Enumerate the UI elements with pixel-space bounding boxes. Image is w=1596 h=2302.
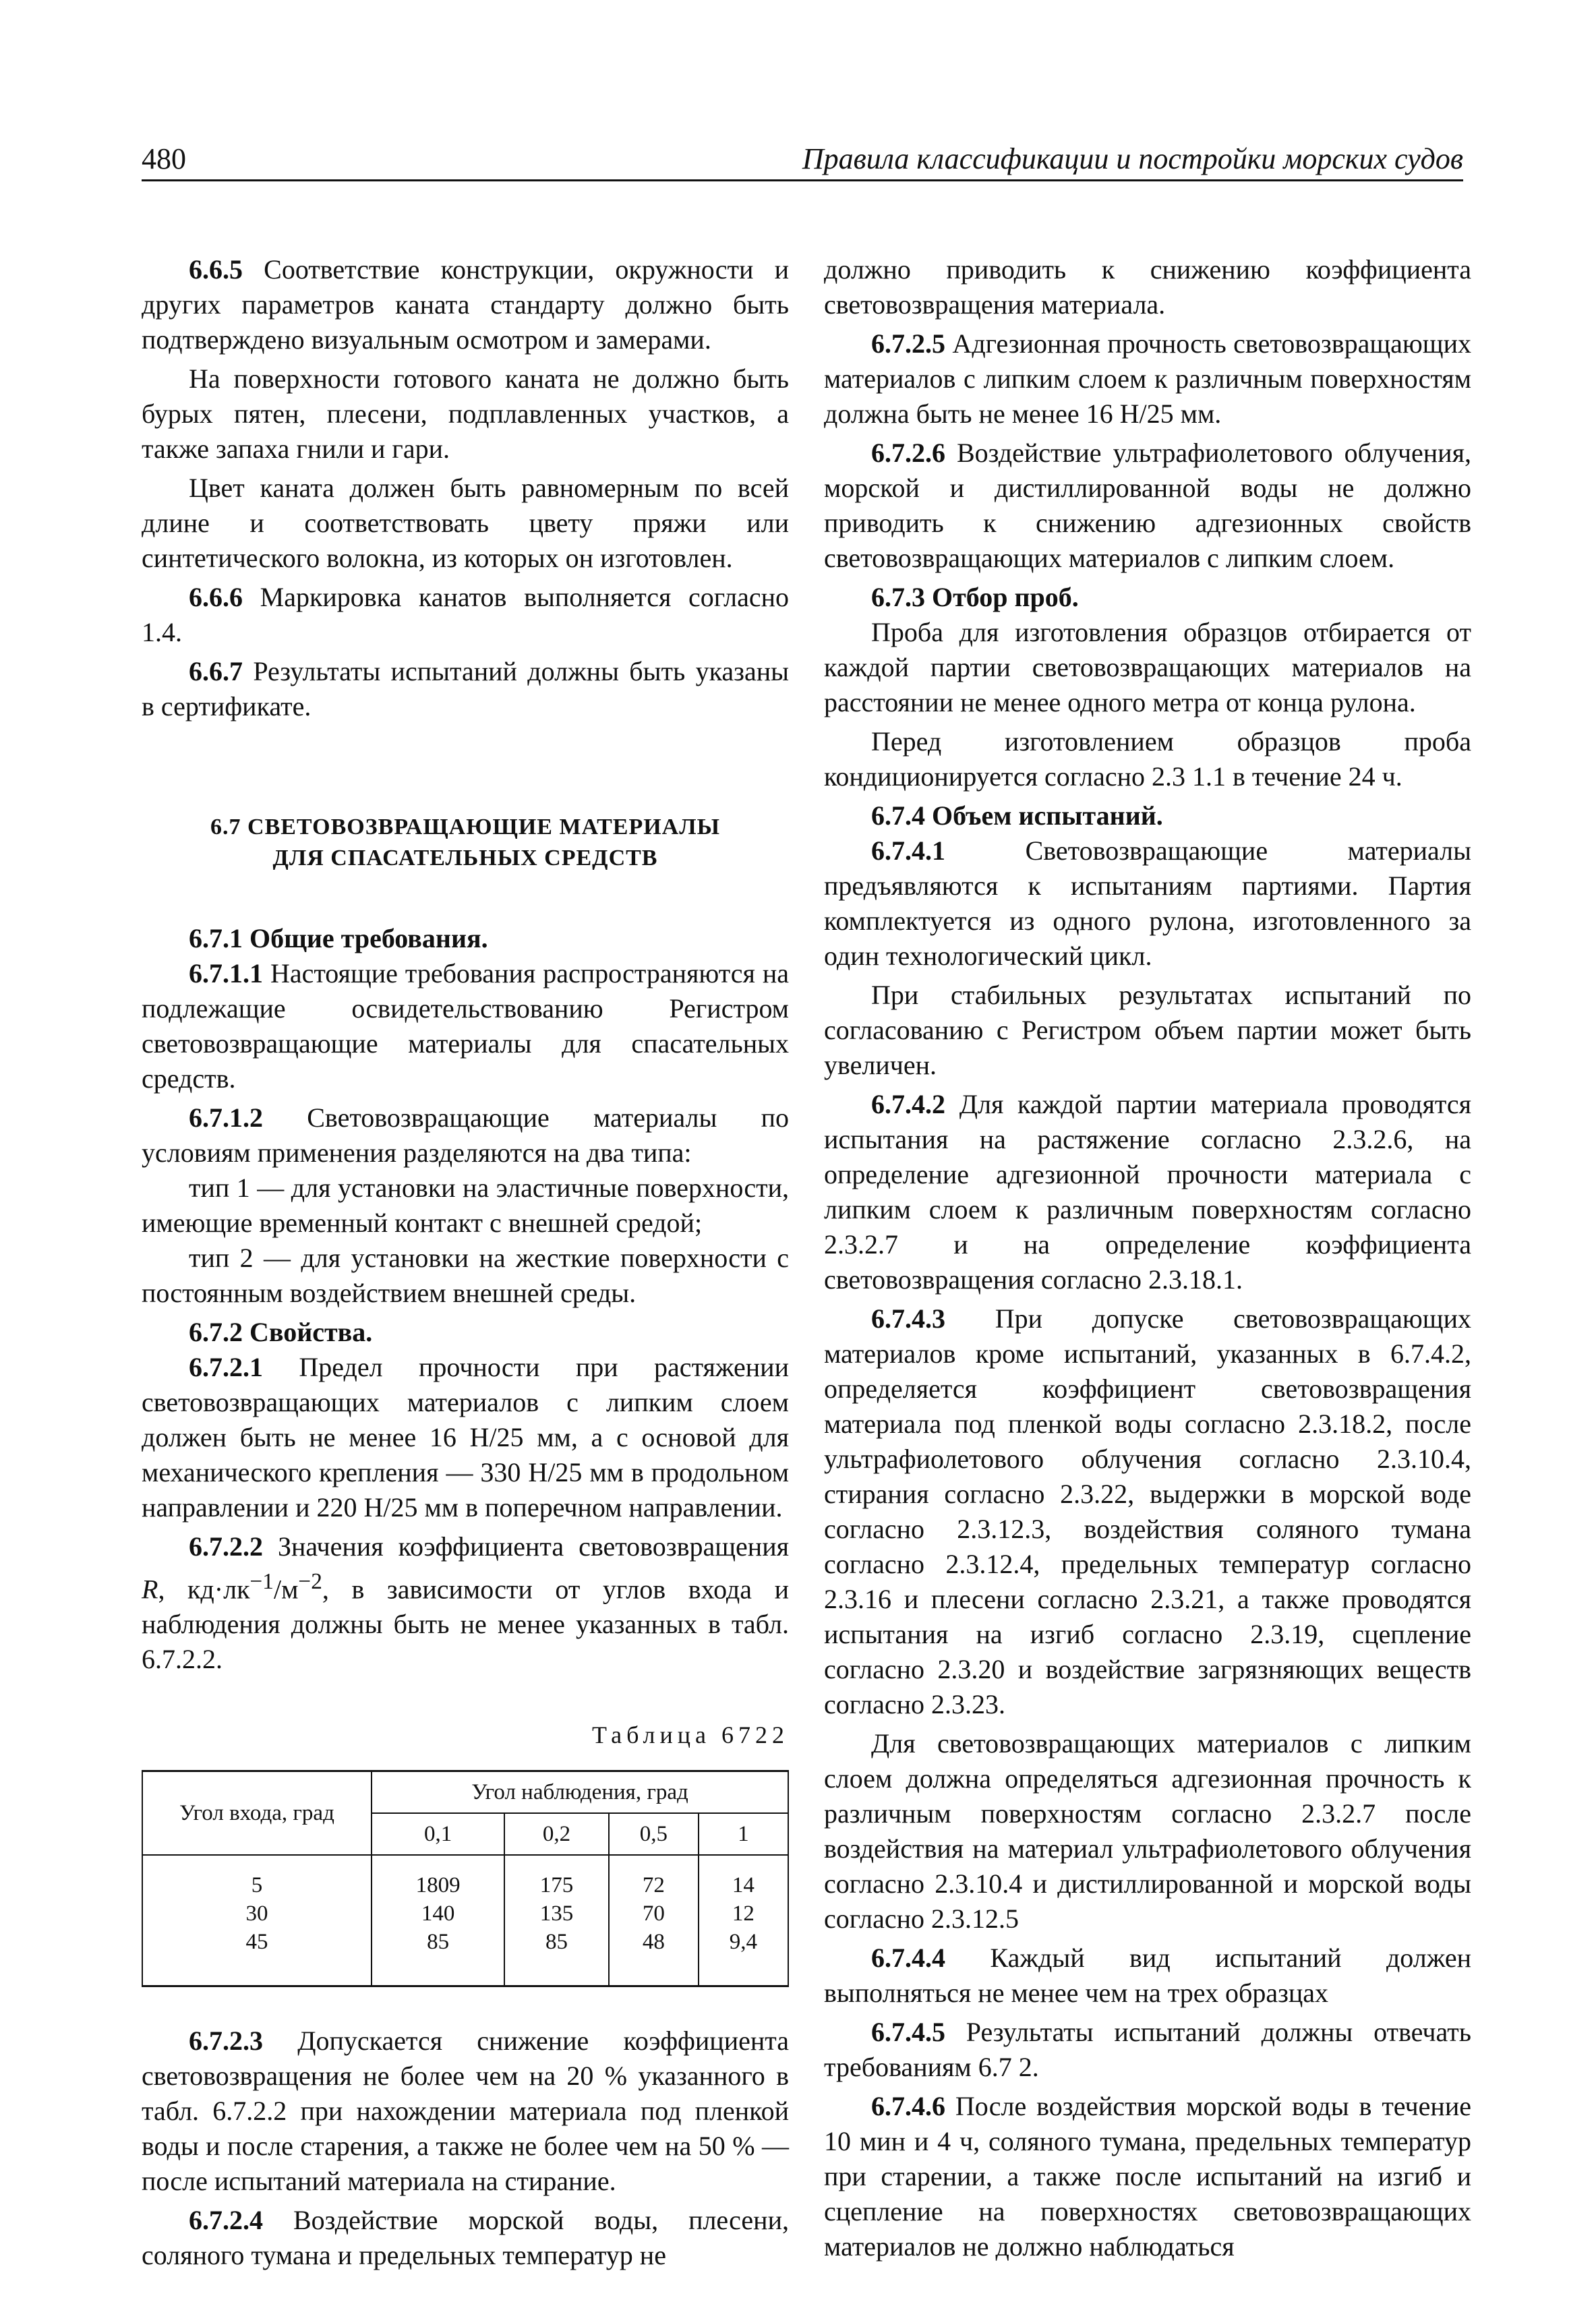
section-title-line: ДЛЯ СПАСАТЕЛЬНЫХ СРЕДСТВ — [272, 846, 658, 870]
paragraph: Для световозвращающих материалов с липким слоем должна определяться адгезионная прочность к различным поверхностям согласно 2.3.2.7 после воздействия на материал ультрафиолетового облучения согласно 2.3.10.4 и дистиллированной и морской воды согласно 2.3.12.5 — [824, 1728, 1471, 1934]
clause-text: Допускается снижение коэффициента световозвращения не более чем на 20 % указанного в табл. 6.7.2.2 при нахождении материала под пленкой воды и после старения, а также не более чем на 50 % — после испытаний материала на стирание. — [142, 2026, 789, 2197]
clause-text: Маркировка канатов выполняется согласно 1.4. — [142, 582, 789, 647]
clause-number: 6.7.2.5 — [871, 328, 945, 359]
right-column — [824, 252, 1471, 2264]
paragraph-6-7-4-5 — [824, 2015, 1471, 2085]
paragraph-6-7-4-3 — [824, 1301, 1471, 1722]
clause-text: Настоящие требования распространяются на подлежащие освидетельствованию Регистром световозвращающие материалы для спасательных средств. — [142, 958, 789, 1094]
value-cell: 48 — [609, 1927, 699, 1986]
clause-text: Воздействие морской воды, плесени, соляного тумана и предельных температур не — [142, 2205, 789, 2271]
clause-text: После воздействия морской воды в течение 10 мин и 4 ч, соляного тумана, предельных температур при старении, а также после испытаний на изгиб и сцепление на поверхностях световозвращающих материалов не должно наблюдаться — [824, 2091, 1471, 2262]
clause-text: Световозвращающие материалы по условиям применения разделяются на два типа: — [142, 1102, 789, 1168]
table-row — [142, 1899, 788, 1927]
clause-number: 6.7.4.1 — [871, 835, 945, 866]
retroreflection-table — [142, 1770, 789, 1987]
value-cell: 85 — [504, 1927, 608, 1986]
clause-number: 6.7.4.4 — [871, 1943, 945, 1973]
paragraph-6-6-7 — [142, 654, 789, 724]
value-cell: 140 — [372, 1899, 504, 1927]
obs-angle-cell: 0,1 — [372, 1813, 504, 1855]
left-column — [142, 252, 789, 2273]
obs-angle-cell: 0,2 — [504, 1813, 608, 1855]
paragraph: Перед изготовлением образцов проба кондиционируется согласно 2.3 1.1 в течение 24 ч. — [824, 726, 1471, 792]
subheading-6-7-2: 6.7.2 Свойства. — [189, 1317, 373, 1347]
paragraph-6-7-2-4 — [142, 2203, 789, 2273]
clause-number: 6.6.6 — [189, 582, 243, 612]
paragraph-6-7-2-3 — [142, 2024, 789, 2199]
paragraph: При стабильных результатах испытаний по согласованию с Регистром объем партии может быть увеличен. — [824, 980, 1471, 1080]
paragraph-6-7-2-6 — [824, 436, 1471, 576]
value-cell: 135 — [504, 1899, 608, 1927]
observation-angle-header: Угол наблюдения, град — [372, 1771, 788, 1814]
clause-number: 6.7.4.5 — [871, 2017, 945, 2047]
paragraph-6-6-6 — [142, 580, 789, 650]
value-cell: 9,4 — [699, 1927, 788, 1986]
page-number: 480 — [142, 142, 186, 175]
obs-angle-cell: 0,5 — [609, 1813, 699, 1855]
clause-number: 6.7.4.2 — [871, 1089, 945, 1119]
entry-angle-cell: 45 — [142, 1927, 372, 1986]
coefficient-symbol: R — [142, 1574, 158, 1605]
subheading-6-7-1: 6.7.1 Общие требования. — [189, 923, 488, 953]
paragraph-6-7-4-2 — [824, 1087, 1471, 1297]
clause-number: 6.7.1.2 — [189, 1102, 263, 1133]
clause-text: , в зависимости от углов входа и наблюдения должны быть не менее указанных в табл. 6.7.2.2. — [142, 1574, 789, 1675]
paragraph-6-6-5 — [142, 252, 789, 357]
clause-number: 6.7.2.4 — [189, 2205, 263, 2236]
paragraph-6-7-4-4 — [824, 1941, 1471, 2011]
entry-angle-header: Угол входа, град — [142, 1771, 372, 1856]
table-row — [142, 1927, 788, 1986]
clause-number: 6.7.2.1 — [189, 1352, 263, 1382]
clause-text: При допуске световозвращающих материалов кроме испытаний, указанных в 6.7.4.2, определяется коэффициент световозвращения материала под пленкой воды согласно 2.3.18.2, после ультрафиолетового облучения согласно 2.3.10.4, стирания согласно 2.3.22, выдержки в морской воде согласно 2.3.12.3, воздействия соляного тумана согласно 2.3.12.4, предельных температур согласно 2.3.16 и плесени согласно 2.3.21, а также проводятся испытания на изгиб согласно 2.3.19, сцепление согласно 2.3.20 и воздействие загрязняющих веществ согласно 2.3.23. — [824, 1303, 1471, 1719]
type-2-definition: тип 2 — для установки на жесткие поверхности с постоянным воздействием внешней среды. — [142, 1243, 789, 1308]
paragraph: Цвет каната должен быть равномерным по всей длине и соответствовать цвету пряжи или синтетического волокна, из которых он изготовлен. — [142, 473, 789, 573]
unit-exponent: −2 — [298, 1569, 322, 1594]
table-row — [142, 1855, 788, 1899]
paragraph-6-7-2-2 — [142, 1529, 789, 1677]
value-cell: 1809 — [372, 1855, 504, 1899]
type-1-definition: тип 1 — для установки на эластичные поверхности, имеющие временный контакт с внешней средой; — [142, 1173, 789, 1238]
obs-angle-cell: 1 — [699, 1813, 788, 1855]
clause-number: 6.7.1.1 — [189, 958, 263, 988]
entry-angle-cell: 30 — [142, 1899, 372, 1927]
clause-text: Предел прочности при растяжении световозвращающих материалов с липким слоем должен быть не менее 16 Н/25 мм, а с основой для механического крепления — 330 Н/25 мм в продольном направлении и 220 Н/25 мм в поперечном направлении. — [142, 1352, 789, 1523]
table-caption: Таблица 6722 — [592, 1721, 789, 1749]
unit-text: /м — [273, 1574, 299, 1605]
clause-number: 6.6.7 — [189, 656, 243, 686]
clause-number: 6.7.2.2 — [189, 1531, 263, 1562]
paragraph-continuation: должно приводить к снижению коэффициента световозвращения материала. — [824, 254, 1471, 320]
paragraph-6-7-4-6 — [824, 2089, 1471, 2264]
value-cell: 85 — [372, 1927, 504, 1986]
value-cell: 175 — [504, 1855, 608, 1899]
subheading-6-7-3: 6.7.3 Отбор проб. — [871, 582, 1079, 612]
clause-number: 6.7.4.6 — [871, 2091, 945, 2121]
clause-text: Световозвращающие материалы предъявляются к испытаниям партиями. Партия комплектуется из одного рулона, изготовленного за один технологический цикл. — [824, 835, 1471, 971]
clause-text: Результаты испытаний должны отвечать требованиям 6.7 2. — [824, 2017, 1471, 2082]
subheading-6-7-4: 6.7.4 Объем испытаний. — [871, 800, 1163, 831]
value-cell: 72 — [609, 1855, 699, 1899]
clause-number: 6.7.4.3 — [871, 1303, 945, 1334]
section-title-6-7 — [142, 812, 789, 874]
paragraph-6-7-1-2 — [142, 1100, 789, 1171]
entry-angle-cell: 5 — [142, 1855, 372, 1899]
paragraph: Проба для изготовления образцов отбирается от каждой партии световозвращающих материалов на расстоянии не менее одного метра от конца рулона. — [824, 617, 1471, 717]
clause-text: Результаты испытаний должны быть указаны в сертификате. — [142, 656, 789, 721]
clause-text: Адгезионная прочность световозвращающих материалов с липким слоем к различным поверхностям должна быть не менее 16 Н/25 мм. — [824, 328, 1471, 429]
paragraph-6-7-2-5 — [824, 326, 1471, 432]
clause-text: Соответствие конструкции, окружности и других параметров каната стандарту должно быть подтверждено визуальным осмотром и замерами. — [142, 254, 789, 355]
paragraph-6-7-4-1 — [824, 833, 1471, 974]
clause-text: Каждый вид испытаний должен выполняться не менее чем на трех образцах — [824, 1943, 1471, 2008]
clause-text: Значения коэффициента световозвращения — [263, 1531, 789, 1562]
unit-text: , кд·лк — [158, 1574, 250, 1605]
page-header — [142, 132, 1463, 181]
paragraph-6-7-1-1 — [142, 956, 789, 1096]
paragraph-6-7-2-1 — [142, 1350, 789, 1525]
clause-number: 6.6.5 — [189, 254, 243, 285]
value-cell: 70 — [609, 1899, 699, 1927]
clause-number: 6.7.2.3 — [189, 2026, 263, 2057]
running-title: Правила классификации и постройки морских судов — [802, 142, 1463, 175]
value-cell: 14 — [699, 1855, 788, 1899]
clause-number: 6.7.2.6 — [871, 438, 945, 468]
unit-exponent: −1 — [249, 1569, 274, 1594]
value-cell: 12 — [699, 1899, 788, 1927]
clause-text: Для каждой партии материала проводятся испытания на растяжение согласно 2.3.2.6, на определение адгезионной прочности материала с липким слоем к различным поверхностям согласно 2.3.2.7 и на определение коэффициента световозвращения согласно 2.3.18.1. — [824, 1089, 1471, 1295]
paragraph: На поверхности готового каната не должно быть бурых пятен, плесени, подплавленных участков, а также запаха гнили и гари. — [142, 363, 789, 464]
clause-text: Воздействие ультрафиолетового облучения, морской и дистиллированной воды не должно приводить к снижению адгезионных свойств световозвращающих материалов с липким слоем. — [824, 438, 1471, 573]
section-title-line: 6.7 СВЕТОВОЗВРАЩАЮЩИЕ МАТЕРИАЛЫ — [210, 815, 720, 839]
